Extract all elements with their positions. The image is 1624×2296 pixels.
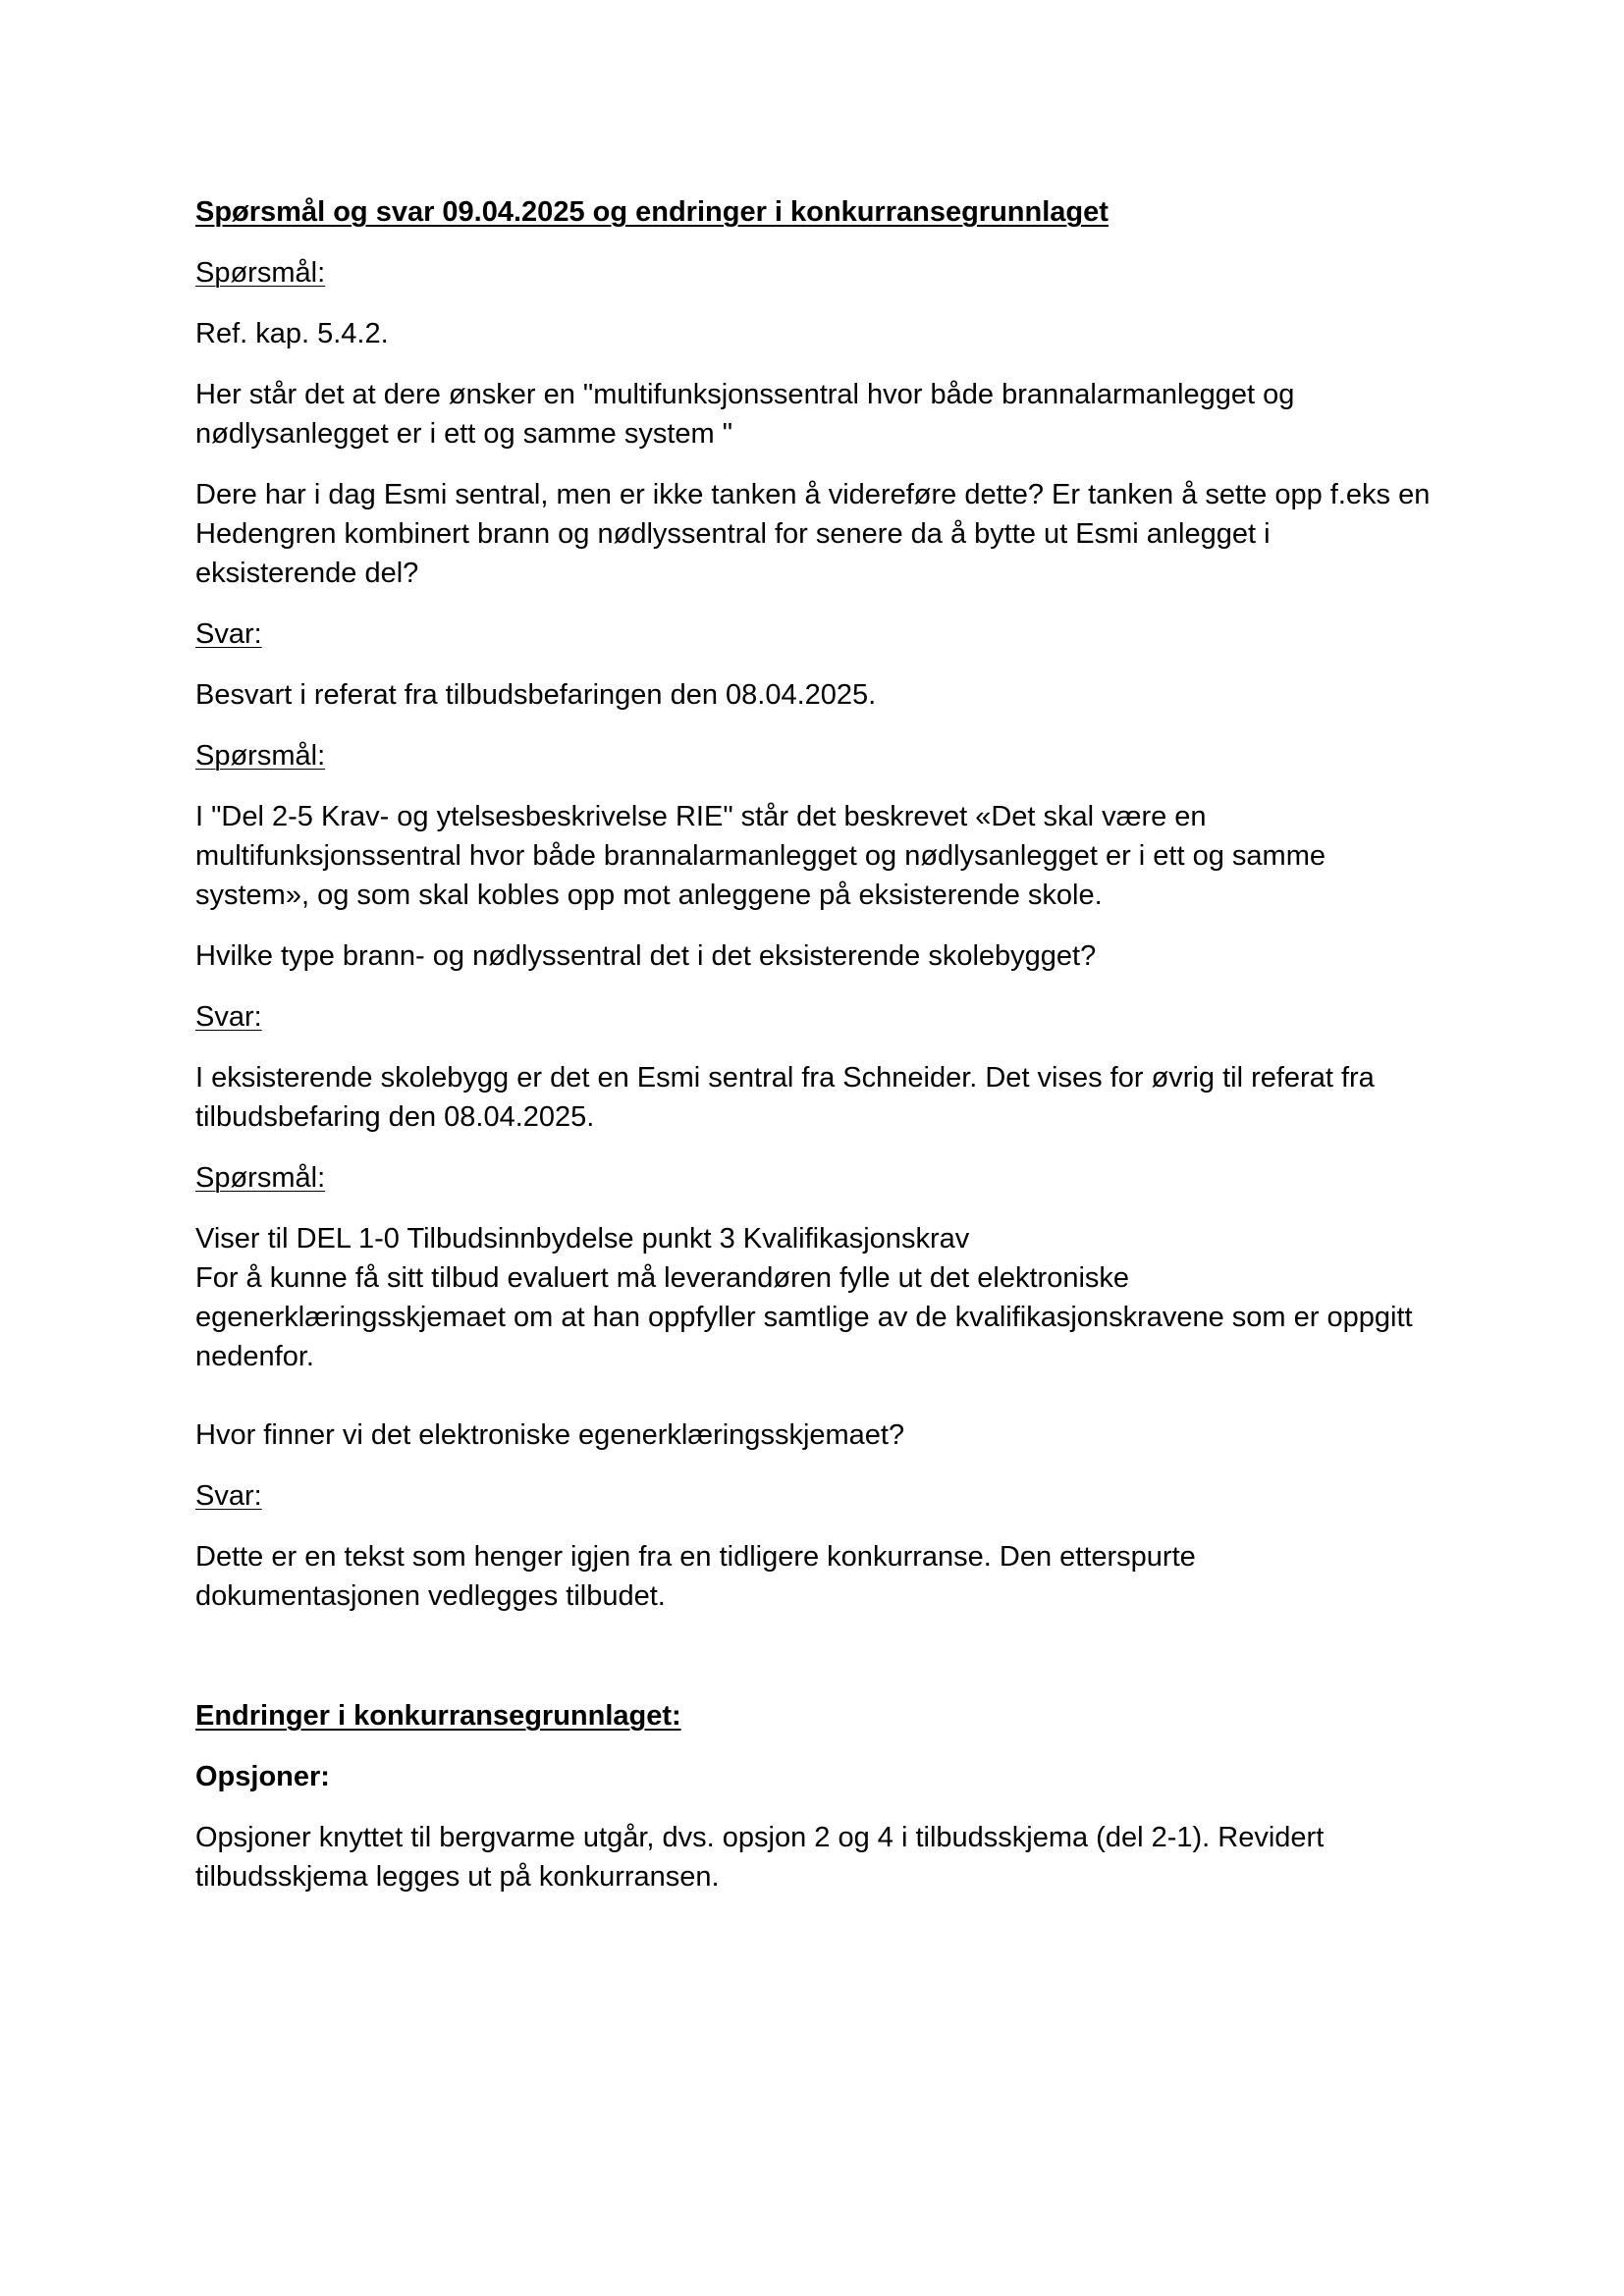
- question-paragraph: [195, 375, 1452, 454]
- qa-item-3: [195, 1158, 1452, 1616]
- qa-item-2: [195, 736, 1452, 1137]
- answer-label: Svar:: [195, 618, 262, 650]
- answer-label: Svar:: [195, 1001, 262, 1033]
- text-line: nødlysanlegget er i ett og samme system ": [195, 418, 733, 450]
- text-line: Hedengren kombinert brann og nødlyssentral for senere da å bytte ut Esmi anlegget i: [195, 518, 1271, 550]
- question-paragraph: [195, 314, 1452, 353]
- answer-paragraph: [195, 1058, 1452, 1137]
- text-line: nedenfor.: [195, 1341, 314, 1372]
- question-paragraph: [195, 936, 1452, 976]
- document-title: Spørsmål og svar 09.04.2025 og endringer i konkurransegrunnlaget: [195, 196, 1109, 228]
- text-line: Viser til DEL 1-0 Tilbudsinnbydelse punkt 3 Kvalifikasjonskrav: [195, 1223, 970, 1255]
- qa-item-1: [195, 253, 1452, 715]
- text-line: Hvor finner vi det elektroniske egenerklæringsskjemaet?: [195, 1419, 905, 1451]
- question-label: Spørsmål:: [195, 740, 326, 772]
- text-line: dokumentasjonen vedlegges tilbudet.: [195, 1580, 666, 1612]
- options-subheading: Opsjoner:: [195, 1761, 330, 1792]
- changes-section: [195, 1696, 1452, 1896]
- text-line: For å kunne få sitt tilbud evaluert må leverandøren fylle ut det elektroniske: [195, 1262, 1130, 1294]
- text-line: Opsjoner knyttet til bergvarme utgår, dvs. opsjon 2 og 4 i tilbudsskjema (del 2-1). Revidert: [195, 1822, 1325, 1853]
- text-line: eksisterende del?: [195, 558, 419, 589]
- text-line: Her står det at dere ønsker en "multifunksjonssentral hvor både brannalarmanlegget og: [195, 379, 1295, 410]
- blank-line: [195, 1376, 1452, 1415]
- text-line: tilbudsskjema legges ut på konkurransen.: [195, 1861, 720, 1893]
- text-line: system», og som skal kobles opp mot anleggene på eksisterende skole.: [195, 880, 1103, 911]
- text-line: Dere har i dag Esmi sentral, men er ikke tanken å videreføre dette? Er tanken å sette opp f.eks en: [195, 479, 1431, 510]
- text-line: Hvilke type brann- og nødlyssentral det i det eksisterende skolebygget?: [195, 940, 1097, 972]
- text-line: I eksisterende skolebygg er det en Esmi sentral fra Schneider. Det vises for øvrig til referat fra: [195, 1062, 1375, 1094]
- text-line: I "Del 2-5 Krav- og ytelsesbeskrivelse RIE" står det beskrevet «Det skal være en: [195, 801, 1207, 832]
- changes-heading: Endringer i konkurransegrunnlaget:: [195, 1700, 681, 1732]
- text-line: multifunksjonssentral hvor både brannalarmanlegget og nødlysanlegget er i ett og samme: [195, 840, 1326, 872]
- question-paragraph: [195, 797, 1452, 915]
- changes-paragraph: [195, 1818, 1452, 1896]
- text-line: Dette er en tekst som henger igjen fra en tidligere konkurranse. Den etterspurte: [195, 1541, 1196, 1573]
- question-paragraph: [195, 1219, 1452, 1455]
- answer-paragraph: [195, 675, 1452, 715]
- section-spacer: [195, 1637, 1452, 1696]
- text-line: Besvart i referat fra tilbudsbefaringen den 08.04.2025.: [195, 679, 877, 711]
- document-page: [195, 192, 1452, 1918]
- text-line: egenerklæringsskjemaet om at han oppfyller samtlige av de kvalifikasjonskravene som er oppgitt: [195, 1302, 1413, 1333]
- question-label: Spørsmål:: [195, 257, 326, 289]
- text-line: Ref. kap. 5.4.2.: [195, 318, 389, 349]
- question-paragraph: [195, 475, 1452, 593]
- text-line: tilbudsbefaring den 08.04.2025.: [195, 1101, 595, 1133]
- answer-label: Svar:: [195, 1480, 262, 1512]
- answer-paragraph: [195, 1537, 1452, 1616]
- question-label: Spørsmål:: [195, 1162, 326, 1194]
